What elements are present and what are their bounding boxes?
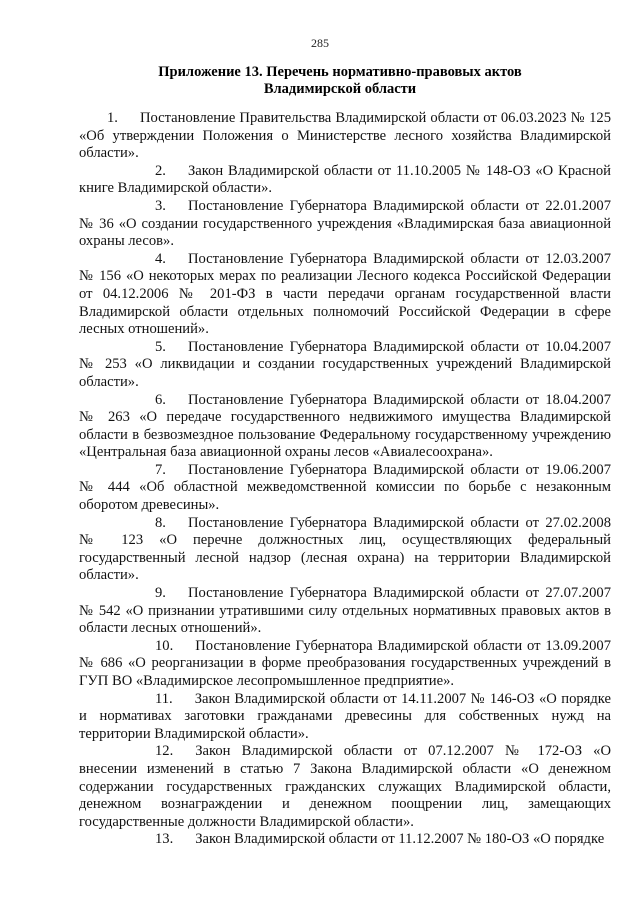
appendix-title-line-1: Приложение 13. Перечень нормативно-правовых актов xyxy=(158,64,522,80)
item-number: 9. xyxy=(155,585,166,602)
page-number: 285 xyxy=(311,36,329,50)
list-item xyxy=(79,251,611,339)
item-number: 10. xyxy=(155,637,174,654)
list-item xyxy=(79,392,611,462)
item-number: 2. xyxy=(155,162,166,179)
item-text: Постановление Правительства Владимирской области от 06.03.2023 № 125 «Об утверждении Положения о Министерстве лесного хозяйства Владимирской области». xyxy=(79,110,611,162)
item-text: Постановление Губернатора Владимирской области от 27.07.2007 № 542 «О признании утратившими силу отдельных нормативных правовых актов в области лесных отношений». xyxy=(79,585,611,637)
list-item xyxy=(79,462,611,515)
item-text: Постановление Губернатора Владимирской области от 19.06.2007 № 444 «Об областной межведомственной комиссии по борьбе с незаконным оборотом древесины». xyxy=(79,461,611,514)
item-text: Закон Владимирской области от 14.11.2007 № 146-ОЗ «О порядке и нормативах заготовки гражданами древесины для собственных нужд на территории Владимирской области». xyxy=(79,690,611,742)
item-text: Закон Владимирской области от 11.10.2005 № 148-ОЗ «О Красной книге Владимирской области». xyxy=(79,162,611,197)
list-item xyxy=(79,339,611,392)
item-text: Постановление Губернатора Владимирской области от 12.03.2007 № 156 «О некоторых мерах по реализации Лесного кодекса Российской Федерации от 04.12.2006 № 201-ФЗ в части передачи органам государственной власти Владимирской области отдельных полномочий Российской Федерации в сфере лесных отношений». xyxy=(79,250,611,338)
item-text: Постановление Губернатора Владимирской области от 22.01.2007 № 36 «О создании государственного учреждения «Владимирская база авиационной охраны лесов». xyxy=(79,197,611,250)
list-item xyxy=(79,691,611,744)
item-text: Постановление Губернатора Владимирской области от 10.04.2007 № 253 «О ликвидации и создании государственных учреждений Владимирской области». xyxy=(79,338,611,390)
list-item xyxy=(79,831,611,849)
legal-acts-list xyxy=(79,110,611,849)
list-item xyxy=(79,585,611,638)
item-text: Закон Владимирской области от 07.12.2007 № 172-ОЗ «О внесении изменений в статью 7 Закона Владимирской области «О денежном содержании государственных гражданских служащих Владимирской области, денежном вознаграждении и денежном поощрении лиц, замещающих государственные должности Владимирской области». xyxy=(79,743,611,830)
appendix-title-line-2: Владимирской области xyxy=(263,81,417,97)
list-item xyxy=(79,198,611,251)
item-text: Закон Владимирской области от 11.12.2007 № 180-ОЗ «О порядке xyxy=(195,831,605,848)
item-number: 5. xyxy=(155,338,166,355)
appendix-title xyxy=(80,64,600,98)
item-text: Постановление Губернатора Владимирской области от 18.04.2007 № 263 «О передаче государственного недвижимого имущества Владимирской области в безвозмездное пользование Федеральному государственному учреждению «Центральная база авиационной охраны лесов «Авиалесоохрана». xyxy=(79,391,611,461)
list-item xyxy=(79,110,611,163)
item-number: 4. xyxy=(155,250,166,267)
item-number: 7. xyxy=(155,461,166,478)
item-number: 13. xyxy=(155,831,174,848)
item-number: 1. xyxy=(107,110,118,126)
item-number: 8. xyxy=(155,514,166,531)
list-item xyxy=(79,163,611,198)
item-number: 3. xyxy=(155,197,166,214)
item-text: Постановление Губернатора Владимирской области от 27.02.2008 № 123 «О перечне должностных лиц, осуществляющих федеральный государственный лесной надзор (лесная охрана) на территории Владимирской области». xyxy=(79,514,611,584)
list-item xyxy=(79,515,611,585)
item-number: 6. xyxy=(155,391,166,408)
item-text: Постановление Губернатора Владимирской области от 13.09.2007 № 686 «О реорганизации в форме преобразования государственных учреждений в ГУП ВО «Владимирское лесопромышленное предприятие». xyxy=(79,637,611,689)
list-item xyxy=(79,638,611,691)
item-number: 12. xyxy=(155,743,174,760)
item-number: 11. xyxy=(155,690,173,707)
list-item xyxy=(79,743,611,831)
